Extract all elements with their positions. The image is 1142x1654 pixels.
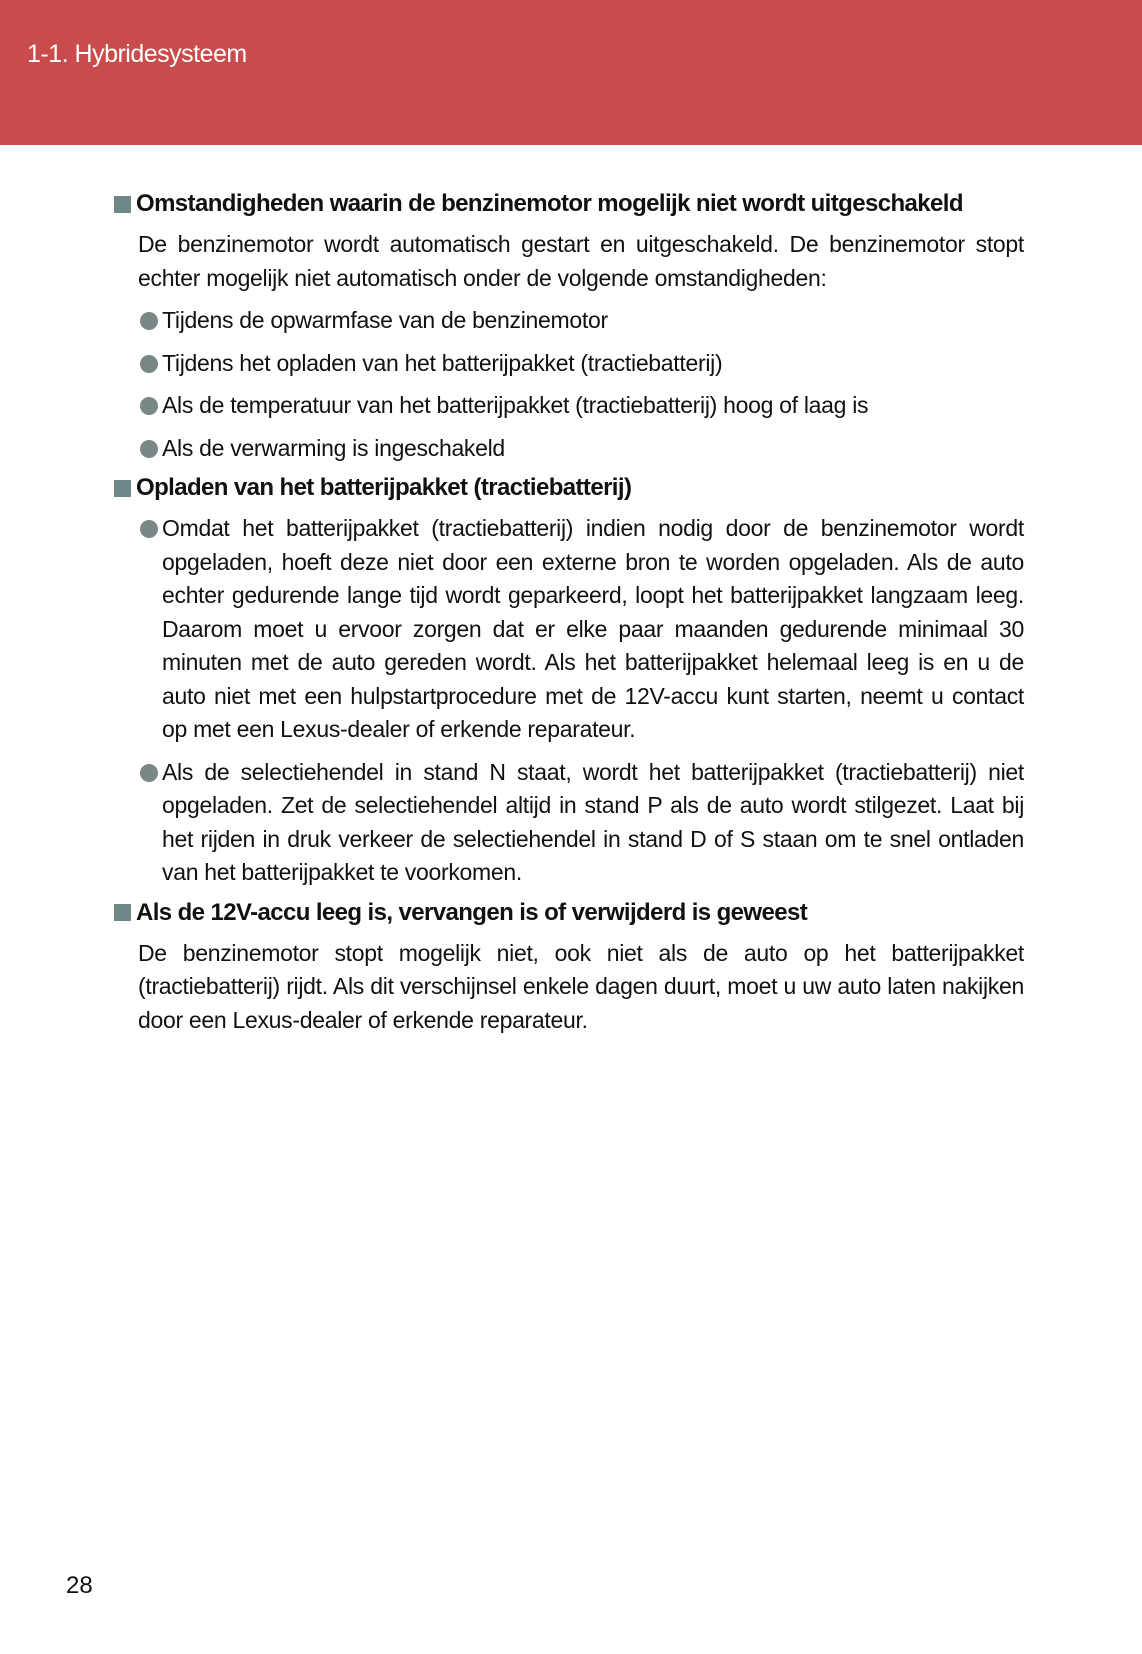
section-heading bbox=[114, 190, 1024, 218]
circle-bullet-icon bbox=[140, 440, 158, 458]
paragraph: De benzinemotor wordt automatisch gestart en uitgeschakeld. De benzinemotor stopt echter mogelijk niet automatisch onder de volgende omstandigheden: bbox=[138, 231, 1024, 291]
list-item-text: Omdat het batterijpakket (tractiebatterij) indien nodig door de benzinemotor wordt opgeladen, hoeft deze niet door een externe bron te worden opgeladen. Als de auto echter gedurende lange tijd wordt geparkeerd, loopt het batterijpakket langzaam leeg. Daarom moet u ervoor zorgen dat er elke paar maanden gedurende minimaal 30 minuten met de auto gereden wordt. Als het batterijpakket helemaal leeg is en u de auto niet met een hulpstartprocedure met de 12V-accu kunt starten, neemt u contact op met een Lexus-dealer of erkende reparateur. bbox=[162, 515, 1024, 742]
section-header-band bbox=[0, 0, 1142, 145]
circle-bullet-icon bbox=[140, 312, 158, 330]
section-title: 1-1. Hybridesysteem bbox=[27, 40, 247, 68]
list-item bbox=[162, 389, 1024, 423]
list-item bbox=[162, 432, 1024, 466]
section-heading bbox=[114, 474, 1024, 502]
square-bullet-icon bbox=[114, 196, 131, 213]
list-item-text: Tijdens de opwarmfase van de benzinemotor bbox=[162, 307, 608, 333]
paragraph: De benzinemotor stopt mogelijk niet, ook niet als de auto op het batterijpakket (tractiebatterij) rijdt. Als dit verschijnsel enkele dagen duurt, moet u uw auto laten nakijken door een Lexus-dealer of erkende reparateur. bbox=[138, 939, 1024, 1033]
list-item bbox=[162, 304, 1024, 338]
circle-bullet-icon bbox=[140, 764, 158, 782]
heading-text: Omstandigheden waarin de benzinemotor mogelijk niet wordt uitgeschakeld bbox=[136, 190, 963, 217]
square-bullet-icon bbox=[114, 904, 131, 921]
section-heading bbox=[114, 899, 1024, 927]
list-item-text: Als de selectiehendel in stand N staat, wordt het batterijpakket (tractiebatterij) niet opgeladen. Zet de selectiehendel altijd in stand P als de auto wordt stilgezet. Laat bij het rijden in druk verkeer de selectiehendel in stand D of S staan om te snel ontladen van het batterijpakket te voorkomen. bbox=[162, 758, 1024, 885]
list-item bbox=[162, 512, 1024, 747]
circle-bullet-icon bbox=[140, 397, 158, 415]
list-item bbox=[162, 756, 1024, 890]
list-item-text: Als de verwarming is ingeschakeld bbox=[162, 434, 505, 461]
circle-bullet-icon bbox=[140, 355, 158, 373]
list-item-text: Als de temperatuur van het batterijpakket (tractiebatterij) hoog of laag is bbox=[162, 392, 869, 418]
page-content bbox=[114, 190, 1024, 1046]
heading-text: Opladen van het batterijpakket (tractiebatterij) bbox=[136, 474, 632, 501]
circle-bullet-icon bbox=[140, 520, 158, 538]
square-bullet-icon bbox=[114, 480, 131, 497]
heading-text: Als de 12V-accu leeg is, vervangen is of verwijderd is geweest bbox=[136, 898, 808, 926]
page-number: 28 bbox=[66, 1572, 93, 1599]
list-item-text: Tijdens het opladen van het batterijpakket (tractiebatterij) bbox=[162, 349, 723, 376]
list-item bbox=[162, 347, 1024, 381]
